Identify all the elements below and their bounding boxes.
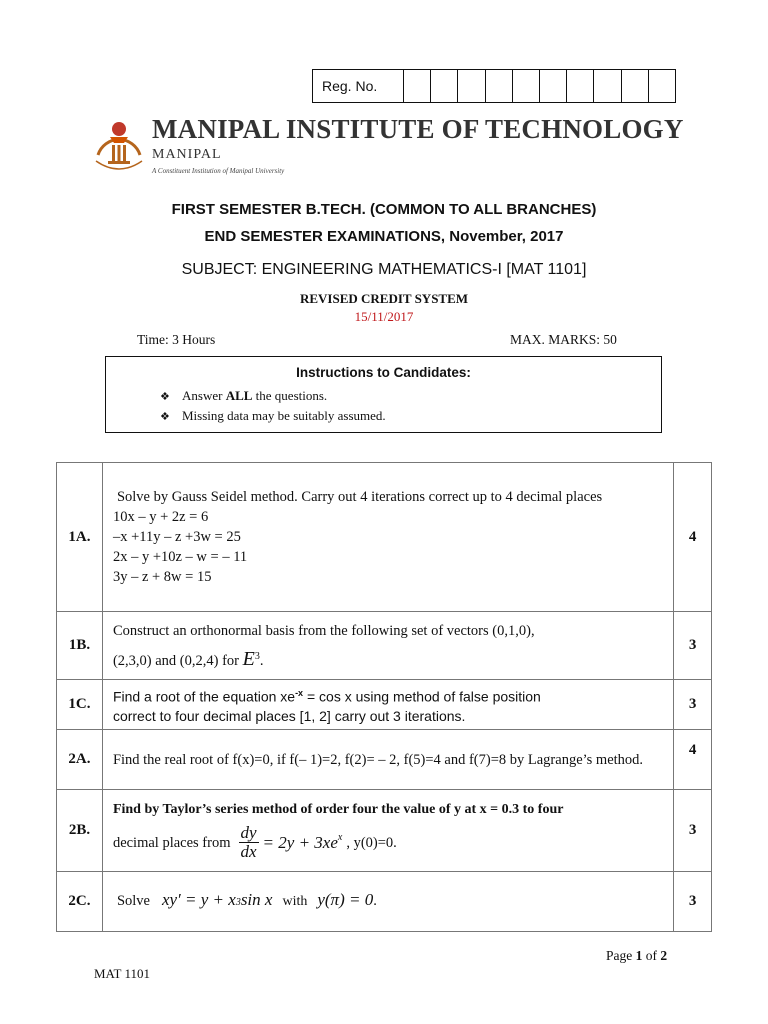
reg-no-box xyxy=(312,69,676,103)
subject-line: SUBJECT: ENGINEERING MATHEMATICS-I [MAT 1101] xyxy=(181,261,587,278)
questions-table xyxy=(56,462,712,932)
exam-date: 15/11/2017 xyxy=(354,309,414,324)
question-marks: 4 xyxy=(674,730,712,790)
instructions-title: Instructions to Candidates: xyxy=(296,365,471,380)
question-text: Construct an orthonormal basis from the following set of vectors (0,1,0), (2,3,0) and (0,2,4) for $E^3$. xyxy=(102,612,673,680)
semester-line: FIRST SEMESTER B.TECH. (COMMON TO ALL BRANCHES) xyxy=(171,201,597,218)
reg-no-cell xyxy=(404,70,431,102)
question-marks: 3 xyxy=(674,790,712,872)
reg-no-cell xyxy=(567,70,594,102)
question-marks: 4 xyxy=(674,463,712,612)
institute-logo-icon xyxy=(90,115,148,177)
institute-location: MANIPAL xyxy=(152,147,222,162)
diamond-bullet-icon: ❖ xyxy=(160,391,170,403)
question-text: Solve xy′ = y + x $_3$ sin x with y(π) = 0 . xyxy=(102,872,673,932)
question-marks: 3 xyxy=(674,680,712,730)
question-text: Find the real root of f(x)=0, if f(– 1)=2, f(2)= – 2, f(5)=4 and f(7)=8 by Lagrange’s method. xyxy=(102,730,673,790)
question-text: Solve by Gauss Seidel method. Carry out 4 iterations correct up to 4 decimal places 10x – y + 2z = 6 –x +11y – z +3w = 25 2x – y +10z – w = – 11 3y – z + 8w = 15 xyxy=(102,463,673,612)
reg-no-cell xyxy=(431,70,458,102)
reg-no-cell xyxy=(540,70,567,102)
question-marks: 3 xyxy=(674,872,712,932)
reg-no-cell xyxy=(486,70,513,102)
question-number: 2C. xyxy=(57,872,103,932)
question-number: 1C. xyxy=(57,680,103,730)
question-number: 1A. xyxy=(57,463,103,612)
question-number: 2A. xyxy=(57,730,103,790)
instruction-item: ❖ Answer ALL the questions. xyxy=(160,388,328,403)
question-row xyxy=(57,680,712,730)
exam-line: END SEMESTER EXAMINATIONS, November, 2017 xyxy=(204,228,564,245)
institute-tagline: A Constituent Institution of Manipal University xyxy=(152,167,285,175)
question-text: Find a root of the equation $xe^{-x} = \cos x$ using method of false position correct to four decimal places [1, 2] carry out 3 iterations. xyxy=(102,680,673,730)
exam-duration: Time: 3 Hours xyxy=(137,332,216,347)
question-number: 2B. xyxy=(57,790,103,872)
question-row xyxy=(57,612,712,680)
question-row xyxy=(57,790,712,872)
reg-no-cell xyxy=(622,70,649,102)
institute-name: MANIPAL INSTITUTE OF TECHNOLOGY xyxy=(152,114,684,144)
reg-no-label: Reg. No. xyxy=(313,70,404,102)
instruction-item: ❖ Missing data may be suitably assumed. xyxy=(160,408,386,423)
reg-no-cell xyxy=(513,70,540,102)
question-row xyxy=(57,872,712,932)
diamond-bullet-icon: ❖ xyxy=(160,411,170,423)
page-indicator: Page 1 of 2 xyxy=(606,948,668,963)
question-row xyxy=(57,730,712,790)
question-text: Find by Taylor’s series method of order four the value of y at x = 0.3 to four decimal places from $\frac{dy}{dx}$ = 2y + 3xe $^x$ , y(0)=0. xyxy=(102,790,673,872)
credit-system-line: REVISED CREDIT SYSTEM xyxy=(299,291,469,306)
reg-no-cell xyxy=(594,70,621,102)
question-marks: 3 xyxy=(674,612,712,680)
reg-no-cell xyxy=(649,70,675,102)
question-row xyxy=(57,463,712,612)
max-marks: MAX. MARKS: 50 xyxy=(510,332,617,347)
instructions-box xyxy=(105,356,662,433)
question-number: 1B. xyxy=(57,612,103,680)
course-code-footer: MAT 1101 xyxy=(94,966,150,981)
reg-no-cell xyxy=(458,70,485,102)
